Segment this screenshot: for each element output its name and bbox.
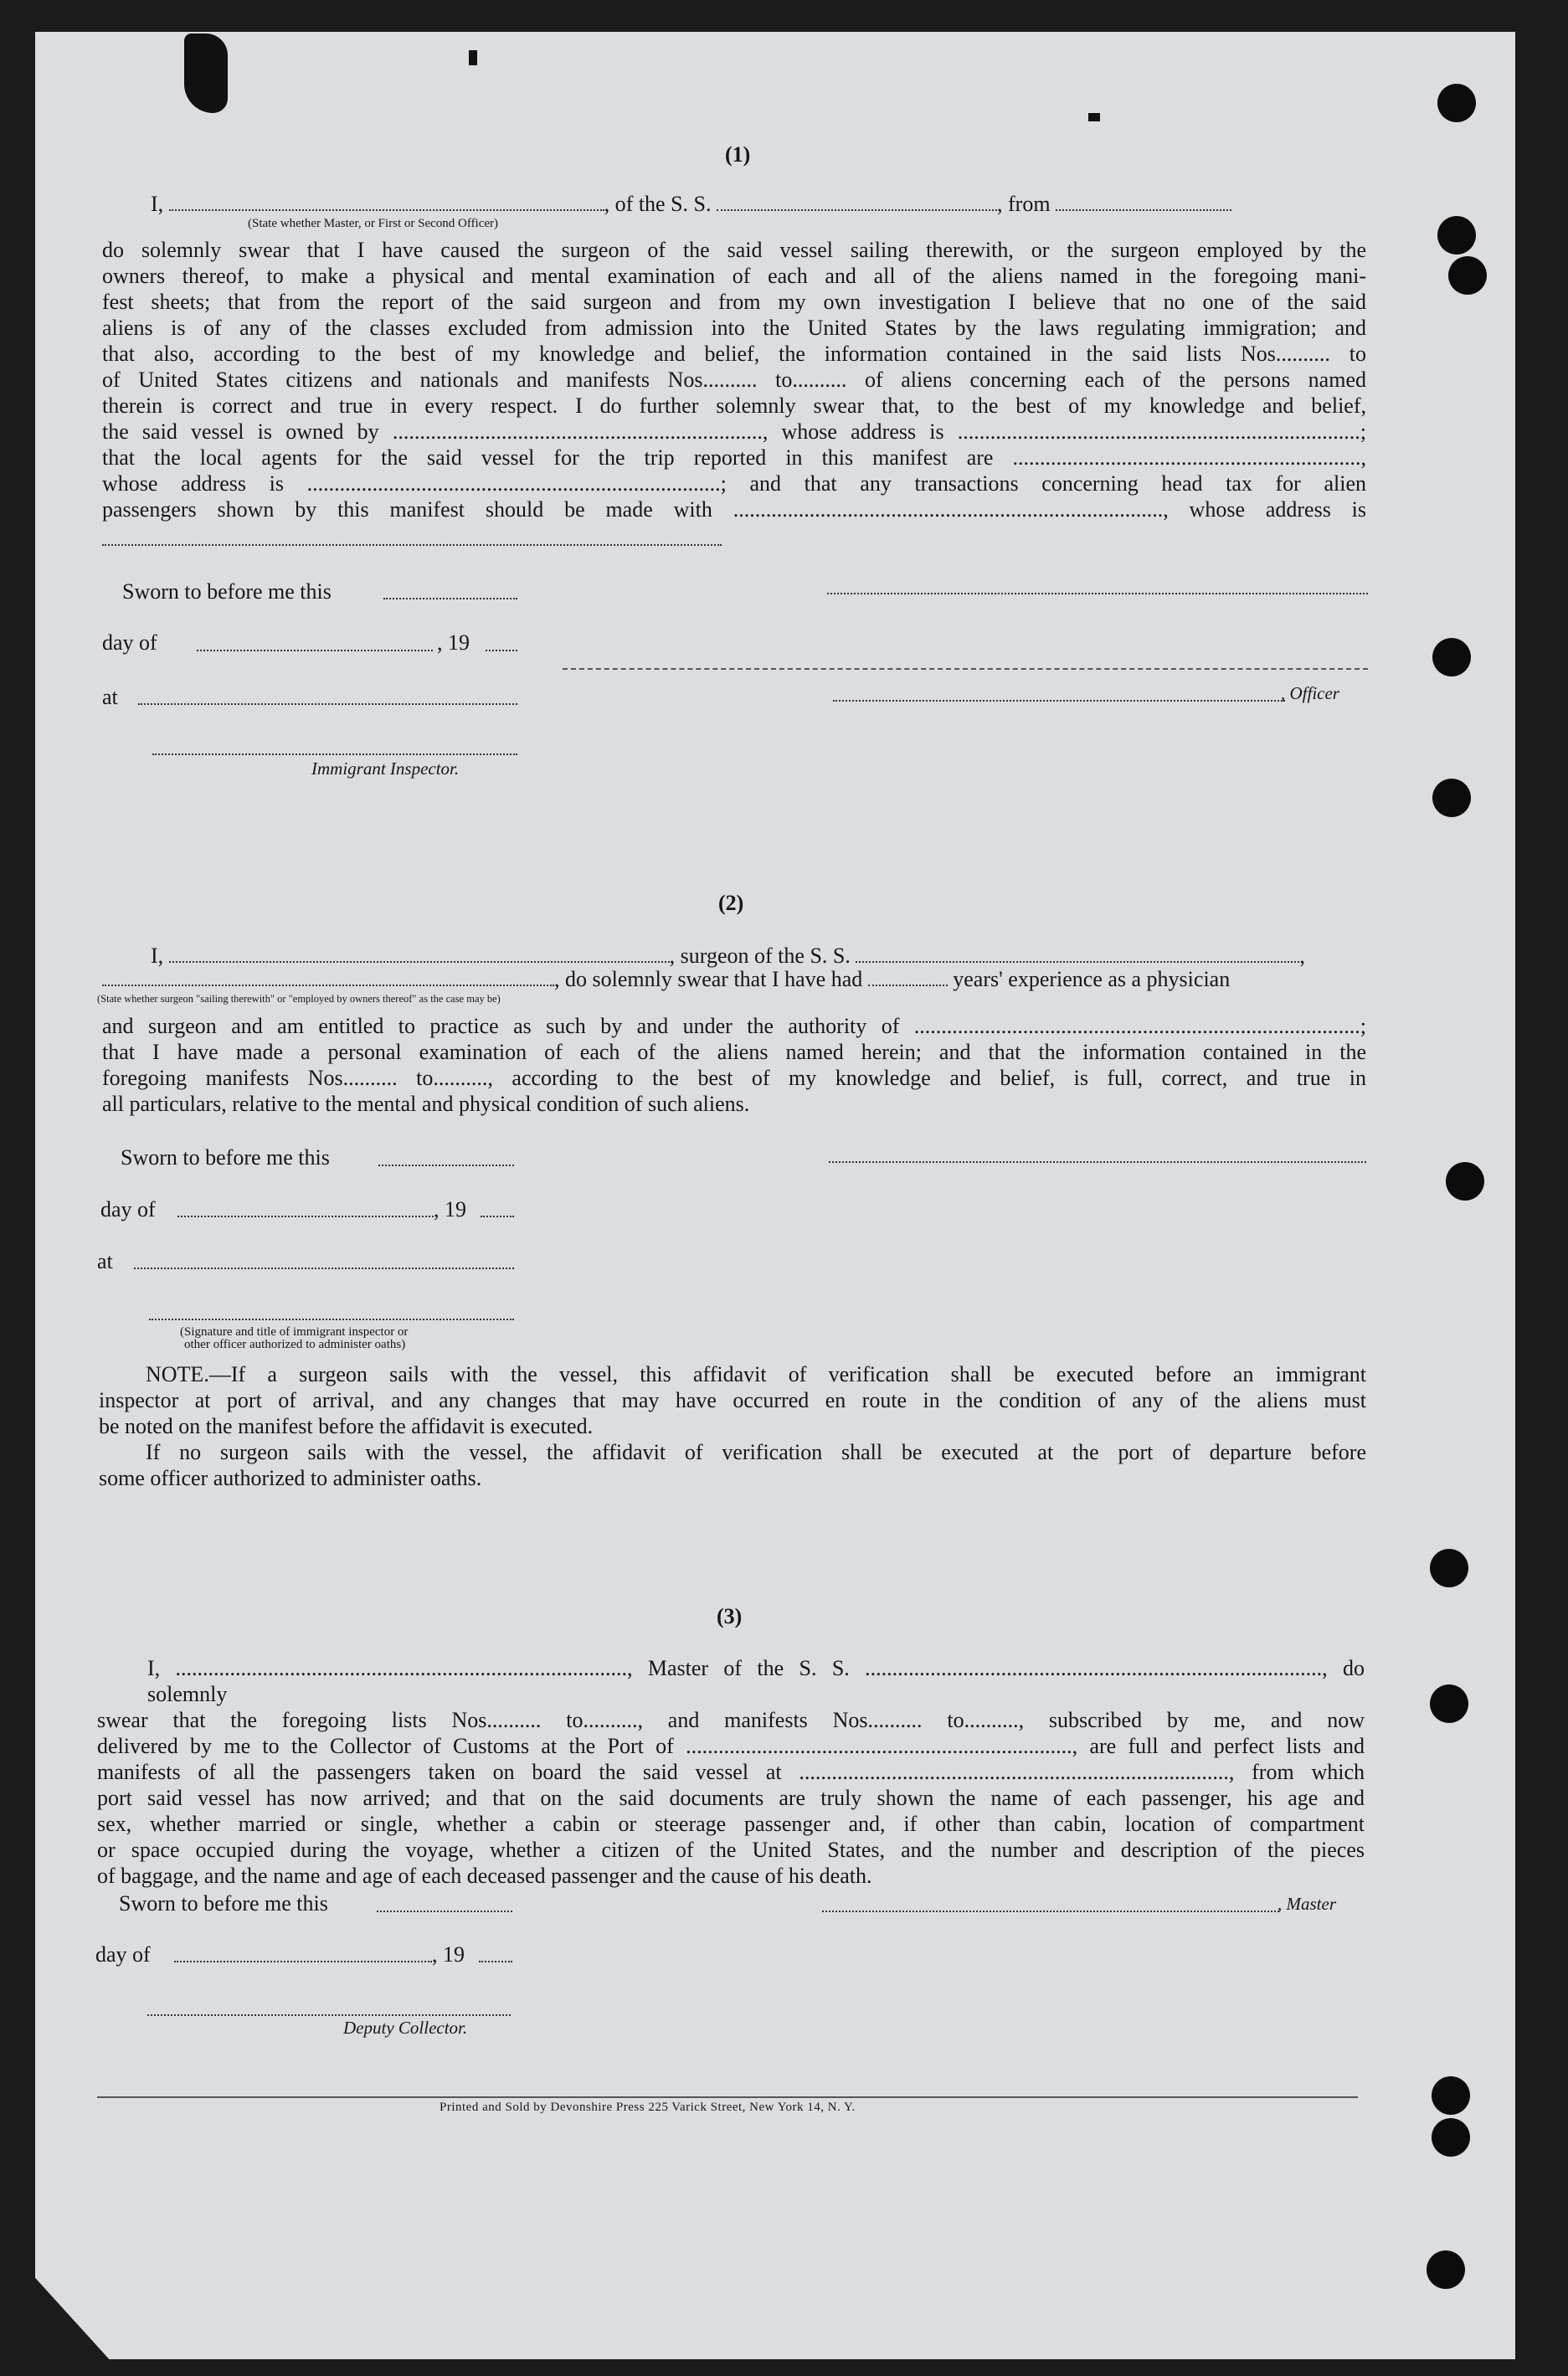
section-3-body: I, ..................................................................................., Master of the S. S. ...................................................................................., do solemnly swear that the foregoing lists Nos.......... to.........., and manifests Nos.......... to.........., subscribed by me, and now delivered by me to the Collector of Customs at the Port of ......................................................................., are full and perfect lists and manifests of all the passengers taken on board the said vessel at ..............................................................................., from which port said vessel has now arrived; and that on the said documents are truly shown the name of each passenger, his age and sex, whether married or single, whether a cabin or steerage passenger and, if other than cabin, location of compartment or space occupied during the voyage, whether a citizen of the United States, and the number and description of the pieces of baggage, and the name and age of each deceased passenger and the cause of his death. bbox=[97, 1656, 1365, 1888]
day-of-label-3: day of bbox=[95, 1942, 151, 1967]
sworn-label-3: Sworn to before me this bbox=[119, 1891, 328, 1916]
section-1-opening: I, , of the S. S. , from bbox=[151, 192, 1231, 217]
signature-caption-1: (Signature and title of immigrant inspector or bbox=[180, 1325, 409, 1339]
binder-hole bbox=[1446, 1162, 1484, 1201]
binder-hole bbox=[1430, 1549, 1468, 1587]
day-of-field-3[interactable] bbox=[174, 1961, 432, 1962]
binder-hole bbox=[1437, 216, 1476, 255]
binder-hole bbox=[1432, 2076, 1470, 2115]
address-continuation-field[interactable] bbox=[102, 544, 722, 546]
officer-label: , Officer bbox=[1281, 683, 1339, 703]
surgeon-caption: (State whether surgeon "sailing therewith" or "employed by owners thereof" as the case may be) bbox=[97, 993, 501, 1005]
sworn-label-2: Sworn to before me this bbox=[121, 1145, 330, 1170]
printer-imprint: Printed and Sold by Devonshire Press 225 Varick Street, New York 14, N. Y. bbox=[440, 2101, 856, 2114]
master-signature-field[interactable] bbox=[822, 1911, 1279, 1912]
sworn-date-field-3[interactable] bbox=[377, 1911, 512, 1912]
deputy-collector-label: Deputy Collector. bbox=[343, 2018, 468, 2038]
section-2-number: (2) bbox=[718, 891, 744, 915]
day-of-label-2: day of bbox=[100, 1197, 156, 1221]
departure-port-field[interactable] bbox=[1056, 193, 1231, 211]
ink-blot bbox=[1088, 113, 1100, 121]
binder-hole bbox=[1448, 256, 1487, 295]
at-place-field-1[interactable] bbox=[138, 703, 517, 705]
at-label-2: at bbox=[97, 1249, 113, 1273]
binder-hole bbox=[1432, 2118, 1470, 2157]
section-1-body: do solemnly swear that I have caused the surgeon of the said vessel sailing therewith, or the surgeon employed by the owners thereof, to make a physical and mental examination of each and all of the aliens named in the foregoing mani- fest sheets; that from the report of the said surgeon and from my own investigation I believe that no one of the said aliens is of any of the classes excluded from admission into the United States by the laws regulating immigration; and that also, according to the best of my knowledge and belief, the information contained in the said lists Nos.......... to of United States citizens and nationals and manifests Nos.......... to.......... of aliens concerning each of the persons named therein is correct and true in every respect. I do further solemnly swear that, to the best of my knowledge and belief, the said vessel is owned by ...................................................................., whose address is ..........................................................................; that the local agents for the said vessel for the trip reported in this manifest are ................................................................, whose address is ............................................................................; and that any transactions concerning head tax for alien passengers shown by this manifest should be made with ..............................................................................., whose address is bbox=[102, 238, 1366, 522]
binder-hole bbox=[1437, 84, 1476, 122]
inspector-signature-field[interactable] bbox=[152, 753, 517, 755]
footer-rule bbox=[97, 2096, 1358, 2098]
year-label-2: , 19 bbox=[434, 1197, 466, 1221]
year-label-3: , 19 bbox=[432, 1942, 465, 1967]
vessel-name-field[interactable] bbox=[717, 193, 997, 211]
year-field-2[interactable] bbox=[481, 1216, 514, 1217]
section-2-line-2: , do solemnly swear that I have had years' experience as a physician bbox=[102, 967, 1230, 992]
sworn-date-field-1[interactable] bbox=[383, 598, 517, 599]
surgeon-signature-field[interactable] bbox=[829, 1161, 1366, 1163]
year-field-1[interactable] bbox=[486, 650, 517, 651]
signature-caption-2: other officer authorized to administer oaths) bbox=[184, 1338, 406, 1351]
inspector-signature-field-2[interactable] bbox=[149, 1319, 514, 1320]
years-experience-field[interactable] bbox=[868, 968, 948, 986]
sworn-label-1: Sworn to before me this bbox=[122, 579, 332, 604]
surgeon-note: NOTE.—If a surgeon sails with the vessel, this affidavit of verification shall be executed before an immigrant inspector at port of arrival, and any changes that may have occurred en route in the condition of any of the aliens must be noted on the manifest before the affidavit is executed. If no surgeon sails with the vessel, the affidavit of verification shall be executed at the port of departure before some officer authorized to administer oaths. bbox=[99, 1362, 1366, 1490]
binder-hole bbox=[1432, 779, 1471, 817]
day-of-label-1: day of bbox=[102, 630, 157, 655]
vessel-name-field-2[interactable] bbox=[856, 944, 1299, 963]
sworn-date-field-2[interactable] bbox=[378, 1165, 514, 1166]
ink-blot bbox=[184, 33, 228, 113]
master-caption: (State whether Master, or First or Second Officer) bbox=[248, 217, 499, 230]
section-3-number: (3) bbox=[717, 1604, 743, 1628]
surgeon-status-field[interactable] bbox=[102, 968, 554, 986]
surgeon-name-field[interactable] bbox=[169, 944, 670, 963]
officer-title-field[interactable] bbox=[833, 700, 1285, 702]
day-of-field-1[interactable] bbox=[197, 650, 433, 651]
master-label: , Master bbox=[1278, 1894, 1336, 1914]
year-field-3[interactable] bbox=[479, 1961, 512, 1962]
officer-signature-line bbox=[563, 668, 1368, 670]
day-of-field-2[interactable] bbox=[177, 1216, 434, 1217]
section-2-opening: I, , surgeon of the S. S. , bbox=[151, 944, 1305, 968]
section-2-body: and surgeon and am entitled to practice as such by and under the authority of ..................................................................................; that I have made a personal examination of each of the aliens named herein; and that the information contained in the foregoing manifests Nos.......... to.........., according to the best of my knowledge and belief, is full, correct, and true in all particulars, relative to the mental and physical condition of such aliens. bbox=[102, 1014, 1366, 1116]
binder-hole bbox=[1432, 638, 1471, 676]
immigrant-inspector-label: Immigrant Inspector. bbox=[311, 759, 460, 779]
at-place-field-2[interactable] bbox=[134, 1268, 514, 1269]
section-1-number: (1) bbox=[725, 142, 751, 167]
binder-hole bbox=[1427, 2250, 1465, 2289]
year-label-1: , 19 bbox=[437, 630, 470, 655]
officer-name-field[interactable] bbox=[169, 193, 604, 211]
ink-blot bbox=[469, 50, 477, 65]
at-label-1: at bbox=[102, 685, 118, 709]
officer-signature-field[interactable] bbox=[827, 593, 1368, 594]
binder-hole bbox=[1430, 1684, 1468, 1723]
deputy-signature-field[interactable] bbox=[147, 2014, 511, 2016]
